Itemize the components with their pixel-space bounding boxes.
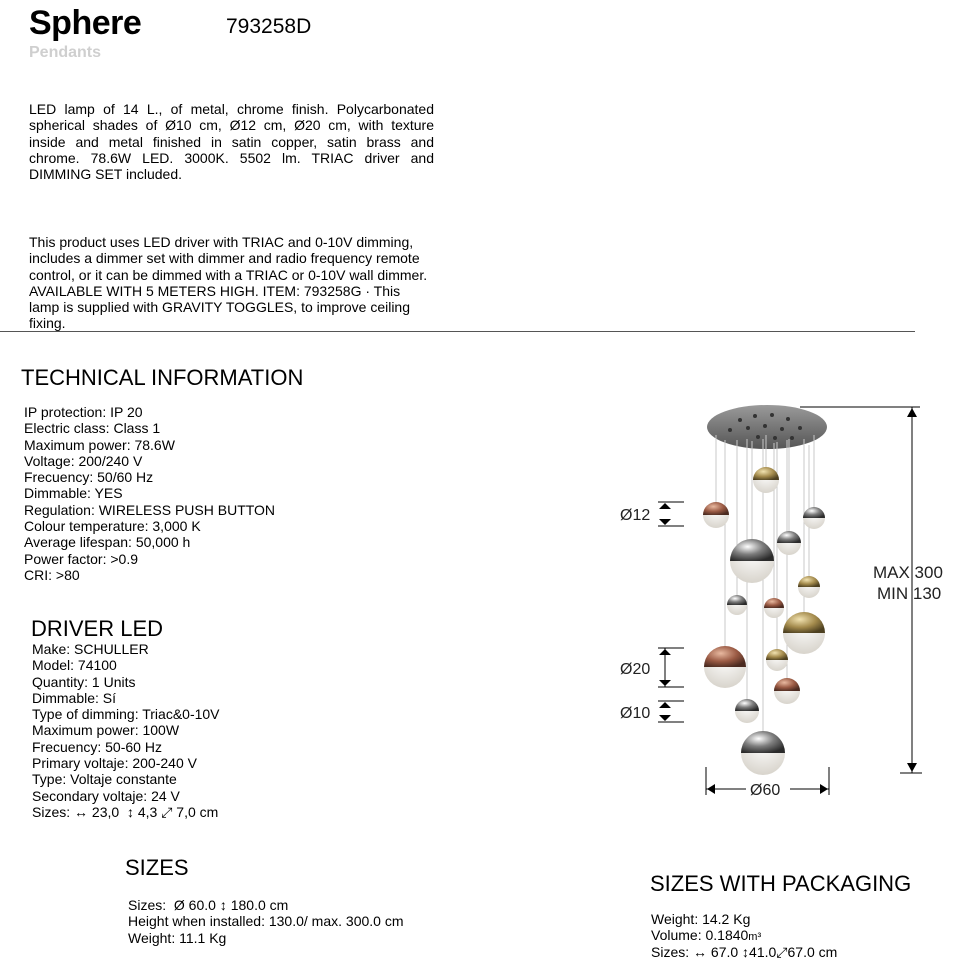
product-category: Pendants (29, 44, 102, 61)
sphere-small-brass (798, 576, 820, 598)
depth-arrow-icon: ⤢ (776, 943, 788, 960)
driver-line: Quantity: 1 Units (32, 673, 136, 690)
dim-20-label: Ø20 (620, 661, 651, 678)
driver-line: Secondary voltaje: 24 V (32, 787, 180, 804)
depth-arrow-icon: ⤢ (161, 803, 173, 820)
width-arrow-icon: ↔ (74, 803, 89, 820)
spec-line: IP protection: IP 20 (24, 404, 143, 420)
spec-line: Power factor: >0.9 (24, 550, 139, 567)
spec-line: Colour temperature: 3,000 K (24, 518, 201, 535)
dim-12-arrows (659, 503, 671, 525)
sphere-large-chrome (741, 731, 785, 775)
packaging-weight: Weight: 14.2 Kg (651, 911, 751, 927)
spec-line: Regulation: WIRELESS PUSH BUTTON (24, 501, 276, 518)
sphere-small-brass (753, 467, 779, 493)
sphere-small-copper (703, 502, 729, 528)
technical-heading: TECHNICAL INFORMATION (21, 365, 304, 390)
spec-line: Dimmable: YES (24, 485, 123, 502)
sizes-line: Sizes: Ø 60.0 ↕ 180.0 cm (128, 897, 289, 913)
product-note: This product uses LED driver with TRIAC and 0-10V dimming, includes a dimmer set with dimmer and radio frequency remote control, or it can be dimmed with a TRIAC or 0-10V wall dimmer. AVAILABLE WITH 5 METERS HIGH. ITEM: 793258G · This lamp is supplied with GRAVITY TOGGLES, to improve ceiling fixing. (29, 234, 428, 332)
dim-12-label: Ø12 (620, 507, 651, 524)
max-height-label: MAX 300 (873, 563, 943, 582)
driver-line: Dimmable: Sí (32, 689, 117, 706)
technical-list (24, 404, 275, 583)
sphere-small-chrome (803, 507, 825, 529)
product-description: LED lamp of 14 L., of metal, chrome finish. Polycarbonated spherical shades of Ø10 cm, Ø12 cm, Ø20 cm, with texture inside and metal finished in satin copper, satin brass and chrome. 78.6W LED. 3000K. 5502 lm. TRIAC driver and DIMMING SET included. (29, 101, 434, 183)
dim-10-markers (658, 701, 684, 722)
dim-12-markers (658, 502, 684, 526)
height-arrow-icon: ↕ (219, 897, 227, 913)
driver-heading: DRIVER LED (31, 616, 164, 641)
width-arrow-icon: ↔ (693, 943, 708, 960)
product-diagram (600, 395, 955, 805)
dim-10-arrows (659, 702, 671, 721)
sphere-small-copper (764, 598, 784, 618)
min-height-label: MIN 130 (877, 584, 942, 603)
sphere-small-chrome (727, 595, 747, 615)
driver-line: Frecuency: 50-60 Hz (32, 738, 162, 755)
spec-line: Maximum power: 78.6W (24, 436, 175, 453)
driver-line: Make: SCHULLER (32, 641, 149, 657)
spec-line: Average lifespan: 50,000 h (24, 534, 191, 551)
dim-10-label: Ø10 (620, 705, 651, 722)
spec-line: Frecuency: 50/60 Hz (24, 469, 154, 486)
sphere-large-brass (783, 612, 825, 654)
height-arrow-icon: ↕ (742, 943, 750, 960)
sphere-large-chrome (730, 539, 774, 583)
spec-line: Electric class: Class 1 (24, 420, 161, 437)
driver-line: Maximum power: 100W (32, 722, 180, 739)
packaging-sizes: Sizes: ↔ 67.0 ↕41.0⤢67.0 cm (651, 943, 838, 960)
weight: Weight: 11.1 Kg (128, 929, 227, 946)
sphere-large-copper (704, 646, 746, 688)
installed-height: Height when installed: 130.0/ max. 300.0 cm (128, 913, 404, 930)
sphere-small-chrome (735, 699, 759, 723)
driver-list (32, 641, 220, 820)
sizes-heading: SIZES (125, 855, 189, 880)
driver-line: Type: Voltaje constante (32, 771, 177, 788)
packaging-list (651, 911, 837, 960)
sphere-small-copper (774, 678, 800, 704)
divider (0, 331, 915, 332)
dim-60-label: Ø60 (750, 782, 781, 799)
product-title: Sphere (29, 4, 142, 42)
packaging-heading: SIZES WITH PACKAGING (650, 871, 912, 896)
spec-line: Voltage: 200/240 V (24, 452, 143, 469)
driver-line: Primary voltaje: 200-240 V (32, 755, 197, 772)
height-arrow-icon: ↕ (126, 803, 134, 820)
driver-line: Model: 74100 (32, 657, 117, 674)
sphere-small-chrome (777, 531, 801, 555)
packaging-volume: Volume: 0.1840m³ (651, 927, 762, 944)
sphere-small-brass (766, 649, 788, 671)
product-code: 793258D (226, 15, 312, 38)
spec-line: CRI: >80 (24, 566, 80, 583)
driver-sizes: Sizes: ↔ 23,0 ↕ 4,3 ⤢ 7,0 cm (32, 803, 219, 820)
sizes-list (128, 897, 404, 946)
driver-line: Type of dimming: Triac&0-10V (32, 706, 220, 723)
